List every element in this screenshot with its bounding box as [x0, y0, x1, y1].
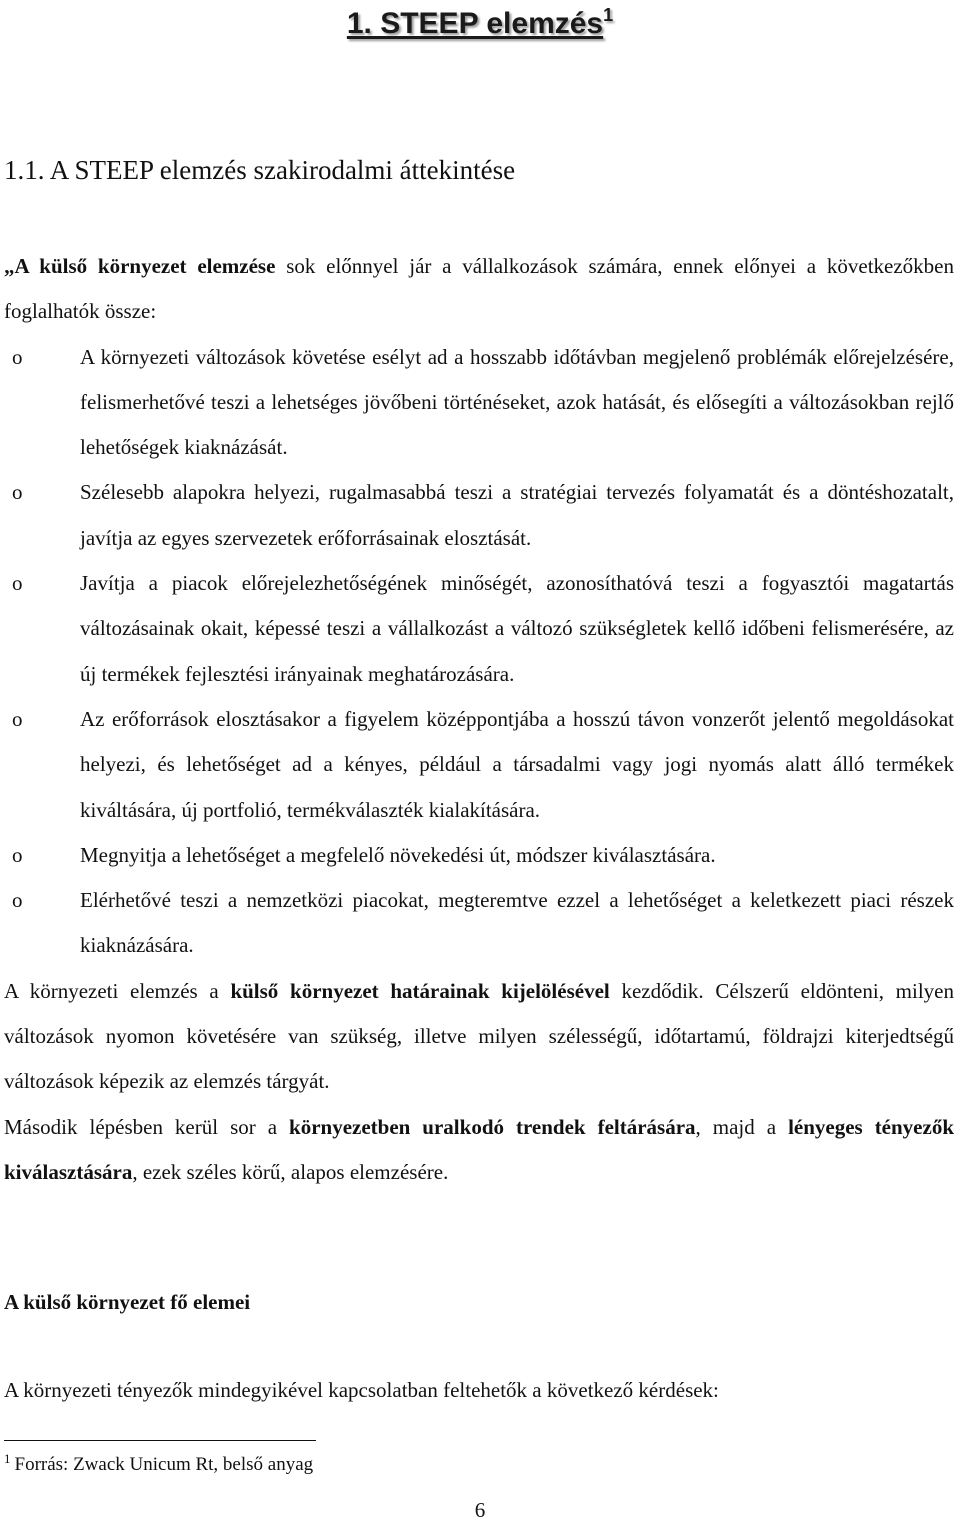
- list-item-text: Szélesebb alapokra helyezi, rugalmasabbá teszi a stratégiai tervezés folyamatát és a döntéshozatalt, javítja az egyes szervezetek erőforrásainak elosztását.: [80, 480, 954, 550]
- bullet-marker: o: [12, 480, 23, 505]
- footnote-text: Forrás: Zwack Unicum Rt, belső anyag: [14, 1454, 314, 1475]
- list-item-text: Javítja a piacok előrejelezhetőségének minőségét, azonosíthatóvá teszi a fogyasztói magatartás változásainak okait, képessé teszi a vállalkozást a változó szükségletek kellő időbeni felismerésére, az új termékek fejlesztési irányainak meghatározására.: [80, 571, 954, 686]
- list-item: [4, 561, 954, 697]
- para2-text-1: A környezeti elemzés a: [4, 978, 231, 1003]
- list-item: [4, 335, 954, 471]
- list-item-text: Elérhetővé teszi a nemzetközi piacokat, megteremtve ezzel a lehetőséget a keletkezett piaci részek kiaknázására.: [80, 888, 954, 958]
- bullet-marker: o: [12, 571, 23, 596]
- intro-rest: sok előnnyel jár a vállalkozások számára, ennek előnyei a következőkben foglalhatók össze:: [4, 254, 954, 324]
- bullet-marker: o: [12, 888, 23, 913]
- footnote-number: 1: [4, 1451, 11, 1466]
- subheading: A külső környezet fő elemei: [4, 1290, 251, 1314]
- question-intro: A környezeti tényezők mindegyikével kapcsolatban feltehetők a következő kérdések:: [4, 1378, 719, 1402]
- list-item-text: Az erőforrások elosztásakor a figyelem középpontjába a hosszú távon vonzerőt jelentő megoldásokat helyezi, és lehetőséget ad a kényes, például a társadalmi vagy jogi nyomás alatt álló termékek kiváltására, új portfolió, termékválaszték kialakítására.: [80, 706, 954, 822]
- list-item: [4, 833, 954, 878]
- para3-bold-1: környezetben uralkodó trendek feltárására: [289, 1114, 696, 1139]
- footnote-reference: 1: [603, 5, 614, 25]
- bullet-marker: o: [12, 706, 23, 731]
- environment-analysis-paragraph: [4, 969, 954, 1105]
- bullet-marker: o: [12, 842, 23, 867]
- page-title-text: 1. STEEP elemzés: [346, 7, 604, 40]
- para2-text-2: kezdődik. Célszerű eldönteni, milyen változások nyomon követésére van szükség, illetve milyen szélességű, időtartamú, földrajzi kiterjedtségű változások képezik az elemzés tárgyát.: [4, 978, 955, 1094]
- list-item: [4, 470, 954, 561]
- intro-paragraph: [4, 244, 954, 335]
- para2-bold-1: külső környezet határainak kijelölésével: [230, 978, 610, 1003]
- page-number: 6: [474, 1498, 486, 1522]
- para3-text-1: Második lépésben kerül sor a: [4, 1114, 290, 1139]
- footnote: [4, 1452, 313, 1478]
- para3-text-3: , ezek széles körű, alapos elemzésére.: [132, 1159, 449, 1184]
- page-title: [0, 0, 960, 48]
- para3-text-2: , majd a: [695, 1114, 789, 1139]
- para3-bold-2: lényeges tényezők kiválasztására: [4, 1114, 955, 1184]
- bullet-marker: o: [12, 344, 23, 369]
- list-item-text: A környezeti változások követése esélyt ad a hosszabb időtávban megjelenő problémák előrejelzésére, felismerhetővé teszi a lehetséges jövőbeni történéseket, azok hatását, és elősegíti a változásokban rejlő lehetőségek kiaknázását.: [80, 344, 954, 460]
- list-item: [4, 697, 954, 833]
- list-item-text: Megnyitja a lehetőséget a megfelelő növekedési út, módszer kiválasztására.: [80, 842, 716, 867]
- body-text: [4, 244, 954, 1195]
- intro-bold: „A külső környezet elemzése: [4, 254, 276, 278]
- footnote-separator: [4, 1440, 316, 1441]
- section-heading: 1.1. A STEEP elemzés szakirodalmi áttekintése: [4, 155, 516, 185]
- advantages-list: [4, 335, 954, 969]
- second-step-paragraph: [4, 1105, 954, 1196]
- list-item: [4, 878, 954, 969]
